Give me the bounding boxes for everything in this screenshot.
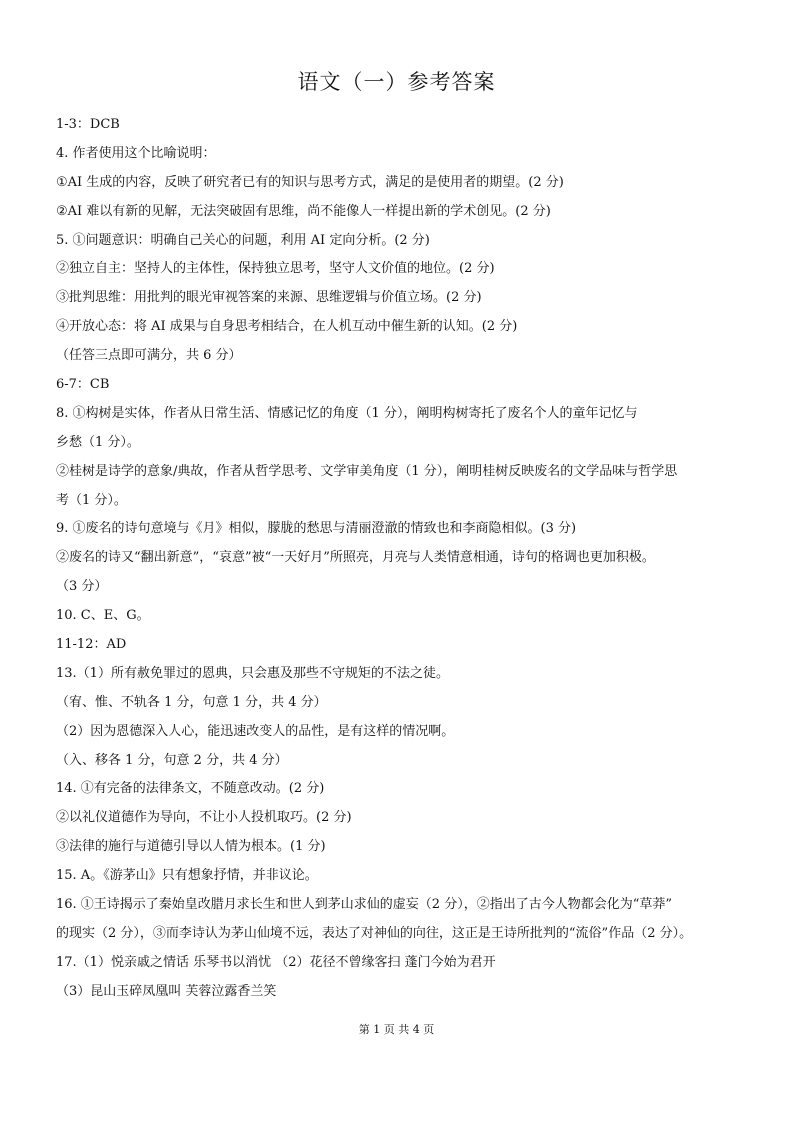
answer-line: ①AI 生成的内容，反映了研究者已有的知识与思考方式，满足的是使用者的期望。(2 分) <box>56 174 564 190</box>
answer-line: 13.（1）所有赦免罪过的恩典，只会惠及那些不守规矩的不法之徒。 <box>56 665 449 681</box>
answer-line: （任答三点即可满分，共 6 分） <box>56 348 242 364</box>
answer-line: 6-7：CB <box>56 377 110 393</box>
answer-line: （3）昆山玉碎凤凰叫 芙蓉泣露香兰笑 <box>56 983 277 999</box>
answer-line: ②桂树是诗学的意象/典故，作者从哲学思考、文学审美角度（1 分），阐明桂树反映废名的文学品味与哲学思 <box>56 463 678 479</box>
answer-line: （入、移各 1 分，句意 2 分，共 4 分） <box>56 752 288 768</box>
answer-line: （2）因为恩德深入人心，能迅速改变人的品性，是有这样的情况啊。 <box>56 723 455 739</box>
answer-line: 5. ①问题意识：明确自己关心的问题，利用 AI 定向分析。(2 分) <box>56 232 430 248</box>
answer-line: 10. C、E、G。 <box>56 608 150 624</box>
answer-line: （3 分） <box>56 579 108 595</box>
answer-line: 的现实（2 分），③而李诗认为茅山仙境不远，表达了对神仙的向往，这正是王诗所批判的“流俗”作品（2 分）。 <box>56 925 693 941</box>
answer-line: 考（1 分）。 <box>56 492 127 508</box>
answer-line: ②独立自主：坚持人的主体性，保持独立思考，坚守人文价值的地位。(2 分) <box>56 261 495 277</box>
page-footer: 第 1 页 共 4 页 <box>358 1023 435 1036</box>
answer-line: 11-12：AD <box>56 637 127 653</box>
answer-line: ④开放心态：将 AI 成果与自身思考相结合，在人机互动中催生新的认知。(2 分) <box>56 319 518 335</box>
answer-line: 乡愁（1 分）。 <box>56 434 140 450</box>
answer-list <box>56 111 746 1007</box>
answer-line: 8. ①构树是实体，作者从日常生活、情感记忆的角度（1 分），阐明构树寄托了废名个人的童年记忆与 <box>56 405 638 421</box>
answer-line: 9. ①废名的诗句意境与《月》相似，朦胧的愁思与清丽澄澈的情致也和李商隐相似。(3 分) <box>56 521 577 537</box>
page-title: 语文（一）参考答案 <box>297 70 496 94</box>
answer-line: 14. ①有完备的法律条文，不随意改动。(2 分) <box>56 781 325 797</box>
answer-line: 4. 作者使用这个比喻说明： <box>56 145 216 161</box>
answer-line: 16. ①王诗揭示了秦始皇改腊月求长生和世人到茅山求仙的虚妄（2 分），②指出了古今人物都会化为“草莽” <box>56 897 673 913</box>
answer-line: 17.（1）悦亲戚之情话 乐琴书以消忧 （2）花径不曾缘客扫 蓬门今始为君开 <box>56 954 496 970</box>
answer-line: ②废名的诗又“翻出新意”，“哀意”被“一天好月”所照亮，月亮与人类情意相通，诗句的格调也更加积极。 <box>56 550 655 566</box>
answer-line: ③法律的施行与道德引导以人情为根本。(1 分) <box>56 839 326 855</box>
answer-line: ②AI 难以有新的见解，无法突破固有思维，尚不能像人一样提出新的学术创见。(2 分) <box>56 203 551 219</box>
answer-line: 1-3：DCB <box>56 117 120 132</box>
answer-line: ②以礼仪道德作为导向，不让小人投机取巧。(2 分) <box>56 810 352 826</box>
answer-line: ③批判思维：用批判的眼光审视答案的来源、思维逻辑与价值立场。(2 分) <box>56 290 482 306</box>
answer-line: （宥、惟、不轨各 1 分，句意 1 分，共 4 分） <box>56 694 327 710</box>
answer-line: 15. A。《游茅山》只有想象抒情，并非议论。 <box>56 868 318 884</box>
